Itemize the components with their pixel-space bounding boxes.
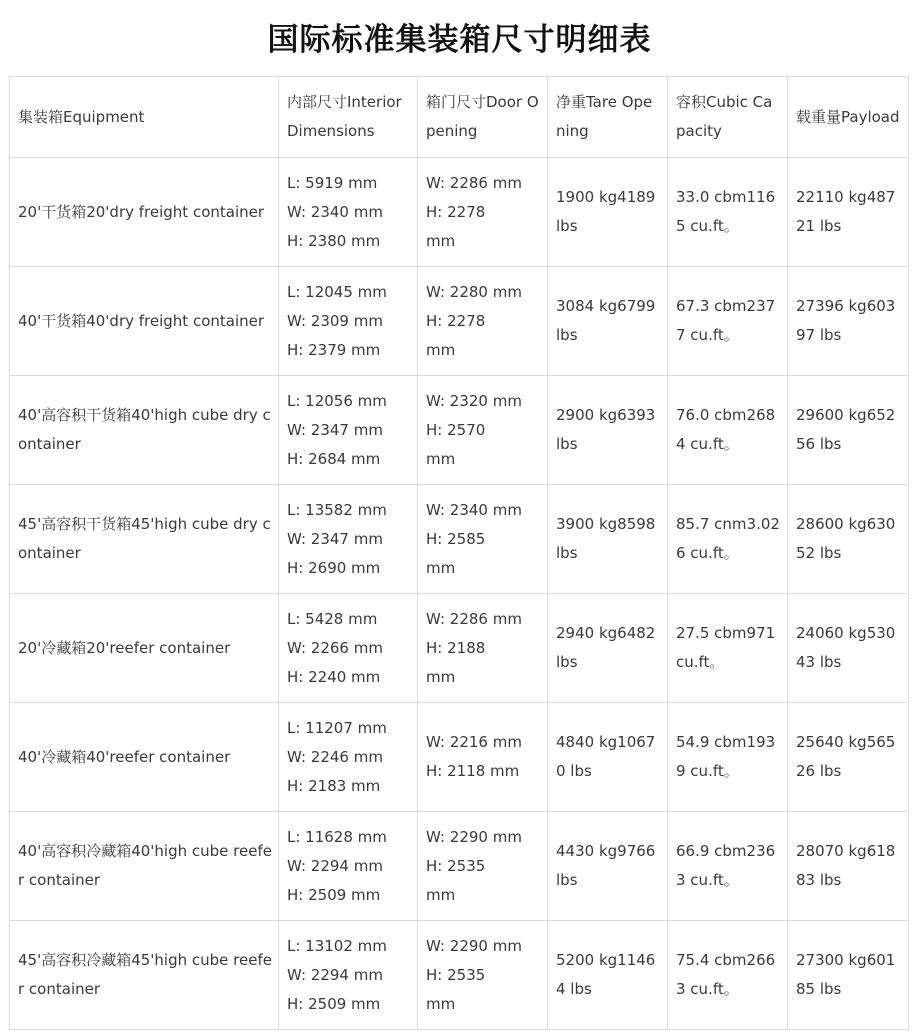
interior-dimensions-cell [279, 485, 418, 594]
equipment-cell: 20'冷藏箱20'reefer container [10, 594, 279, 703]
interior-dimensions-cell [279, 267, 418, 376]
column-header-payload: 载重量Payload [788, 77, 909, 158]
tare-cell: 3084 kg6799 lbs [548, 267, 668, 376]
interior-dimensions-cell-line: W: 2340 mm [287, 202, 383, 221]
interior-dimensions-cell-line: H: 2379 mm [287, 340, 381, 359]
door-opening-cell-line: mm [426, 667, 456, 686]
cubic-capacity-cell: 33.0 cbm1165 cu.ft。 [668, 158, 788, 267]
interior-dimensions-cell-line: L: 13102 mm [287, 936, 387, 955]
door-opening-cell [418, 703, 548, 812]
door-opening-cell-line: mm [426, 449, 456, 468]
table-row [10, 921, 909, 1030]
table-row [10, 812, 909, 921]
interior-dimensions-cell [279, 921, 418, 1030]
interior-dimensions-cell [279, 703, 418, 812]
cubic-capacity-cell: 66.9 cbm2363 cu.ft。 [668, 812, 788, 921]
interior-dimensions-cell-line: W: 2309 mm [287, 311, 383, 330]
equipment-cell: 40'干货箱40'dry freight container [10, 267, 279, 376]
door-opening-cell-line: W: 2290 mm [426, 936, 522, 955]
interior-dimensions-cell-line: L: 5919 mm [287, 173, 378, 192]
equipment-cell: 20'干货箱20'dry freight container [10, 158, 279, 267]
payload-cell: 22110 kg48721 lbs [788, 158, 909, 267]
payload-cell: 28600 kg63052 lbs [788, 485, 909, 594]
payload-cell: 25640 kg56526 lbs [788, 703, 909, 812]
door-opening-cell-line: H: 2535 [426, 856, 486, 875]
column-header-door-opening: 箱门尺寸Door Opening [418, 77, 548, 158]
interior-dimensions-cell [279, 158, 418, 267]
column-header-equipment: 集装箱Equipment [10, 77, 279, 158]
interior-dimensions-cell-line: H: 2183 mm [287, 776, 381, 795]
cubic-capacity-cell: 76.0 cbm2684 cu.ft。 [668, 376, 788, 485]
interior-dimensions-cell-line: L: 12056 mm [287, 391, 387, 410]
interior-dimensions-cell-line: L: 12045 mm [287, 282, 387, 301]
tare-cell: 1900 kg4189 lbs [548, 158, 668, 267]
tare-cell: 2900 kg6393 lbs [548, 376, 668, 485]
interior-dimensions-cell-line: W: 2266 mm [287, 638, 383, 657]
equipment-cell: 45'高容积冷藏箱45'high cube reefer container [10, 921, 279, 1030]
interior-dimensions-cell-line: W: 2294 mm [287, 856, 383, 875]
interior-dimensions-cell-line: L: 13582 mm [287, 500, 387, 519]
door-opening-cell [418, 921, 548, 1030]
interior-dimensions-cell-line: H: 2509 mm [287, 885, 381, 904]
table-row [10, 594, 909, 703]
interior-dimensions-cell-line: L: 11628 mm [287, 827, 387, 846]
door-opening-cell [418, 158, 548, 267]
door-opening-cell-line: mm [426, 558, 456, 577]
column-header-cubic-capacity: 容积Cubic Capacity [668, 77, 788, 158]
door-opening-cell-line: W: 2280 mm [426, 282, 522, 301]
door-opening-cell-line: mm [426, 885, 456, 904]
table-body [10, 158, 909, 1030]
cubic-capacity-cell: 67.3 cbm2377 cu.ft。 [668, 267, 788, 376]
interior-dimensions-cell-line: W: 2347 mm [287, 420, 383, 439]
table-header-row [10, 77, 909, 158]
door-opening-cell [418, 376, 548, 485]
equipment-cell: 40'高容积干货箱40'high cube dry container [10, 376, 279, 485]
cubic-capacity-cell: 75.4 cbm2663 cu.ft。 [668, 921, 788, 1030]
payload-cell: 27396 kg60397 lbs [788, 267, 909, 376]
container-spec-table [9, 76, 909, 1030]
page-title: 国际标准集装箱尺寸明细表 [267, 22, 652, 58]
door-opening-cell-line: H: 2570 [426, 420, 486, 439]
door-opening-cell-line: mm [426, 231, 456, 250]
door-opening-cell-line: mm [426, 340, 456, 359]
interior-dimensions-cell-line: H: 2240 mm [287, 667, 381, 686]
table-row [10, 376, 909, 485]
tare-cell: 3900 kg8598 lbs [548, 485, 668, 594]
tare-cell: 4840 kg10670 lbs [548, 703, 668, 812]
payload-cell: 28070 kg61883 lbs [788, 812, 909, 921]
interior-dimensions-cell-line: W: 2347 mm [287, 529, 383, 548]
payload-cell: 24060 kg53043 lbs [788, 594, 909, 703]
table-row [10, 485, 909, 594]
table-row [10, 267, 909, 376]
interior-dimensions-cell-line: L: 11207 mm [287, 718, 387, 737]
cubic-capacity-cell: 54.9 cbm1939 cu.ft。 [668, 703, 788, 812]
door-opening-cell-line: W: 2290 mm [426, 827, 522, 846]
interior-dimensions-cell-line: W: 2246 mm [287, 747, 383, 766]
door-opening-cell [418, 267, 548, 376]
column-header-tare: 净重Tare Opening [548, 77, 668, 158]
equipment-cell: 45'高容积干货箱45'high cube dry container [10, 485, 279, 594]
door-opening-cell [418, 812, 548, 921]
door-opening-cell-line: W: 2286 mm [426, 173, 522, 192]
table-row [10, 158, 909, 267]
door-opening-cell-line: mm [426, 994, 456, 1013]
door-opening-cell-line: H: 2535 [426, 965, 486, 984]
door-opening-cell [418, 485, 548, 594]
tare-cell: 2940 kg6482 lbs [548, 594, 668, 703]
payload-cell: 29600 kg65256 lbs [788, 376, 909, 485]
door-opening-cell-line: W: 2320 mm [426, 391, 522, 410]
interior-dimensions-cell-line: H: 2380 mm [287, 231, 381, 250]
interior-dimensions-cell [279, 594, 418, 703]
tare-cell: 4430 kg9766 lbs [548, 812, 668, 921]
door-opening-cell-line: H: 2188 [426, 638, 486, 657]
door-opening-cell-line: W: 2340 mm [426, 500, 522, 519]
door-opening-cell-line: W: 2286 mm [426, 609, 522, 628]
interior-dimensions-cell [279, 376, 418, 485]
door-opening-cell-line: H: 2278 [426, 202, 486, 221]
cubic-capacity-cell: 85.7 cnm3.026 cu.ft。 [668, 485, 788, 594]
door-opening-cell-line: W: 2216 mm [426, 733, 522, 751]
cubic-capacity-cell: 27.5 cbm971 cu.ft。 [668, 594, 788, 703]
interior-dimensions-cell-line: H: 2690 mm [287, 558, 381, 577]
interior-dimensions-cell-line: H: 2509 mm [287, 994, 381, 1013]
tare-cell: 5200 kg11464 lbs [548, 921, 668, 1030]
door-opening-cell-line: H: 2278 [426, 311, 486, 330]
interior-dimensions-cell-line: H: 2684 mm [287, 449, 381, 468]
interior-dimensions-cell [279, 812, 418, 921]
table-row [10, 703, 909, 812]
column-header-interior-dimensions: 内部尺寸Interior Dimensions [279, 77, 418, 158]
equipment-cell: 40'高容积冷藏箱40'high cube reefer container [10, 812, 279, 921]
door-opening-cell-line: H: 2118 mm [426, 762, 520, 780]
door-opening-cell-line: H: 2585 [426, 529, 486, 548]
equipment-cell: 40'冷藏箱40'reefer container [10, 703, 279, 812]
door-opening-cell [418, 594, 548, 703]
payload-cell: 27300 kg60185 lbs [788, 921, 909, 1030]
interior-dimensions-cell-line: L: 5428 mm [287, 609, 378, 628]
interior-dimensions-cell-line: W: 2294 mm [287, 965, 383, 984]
